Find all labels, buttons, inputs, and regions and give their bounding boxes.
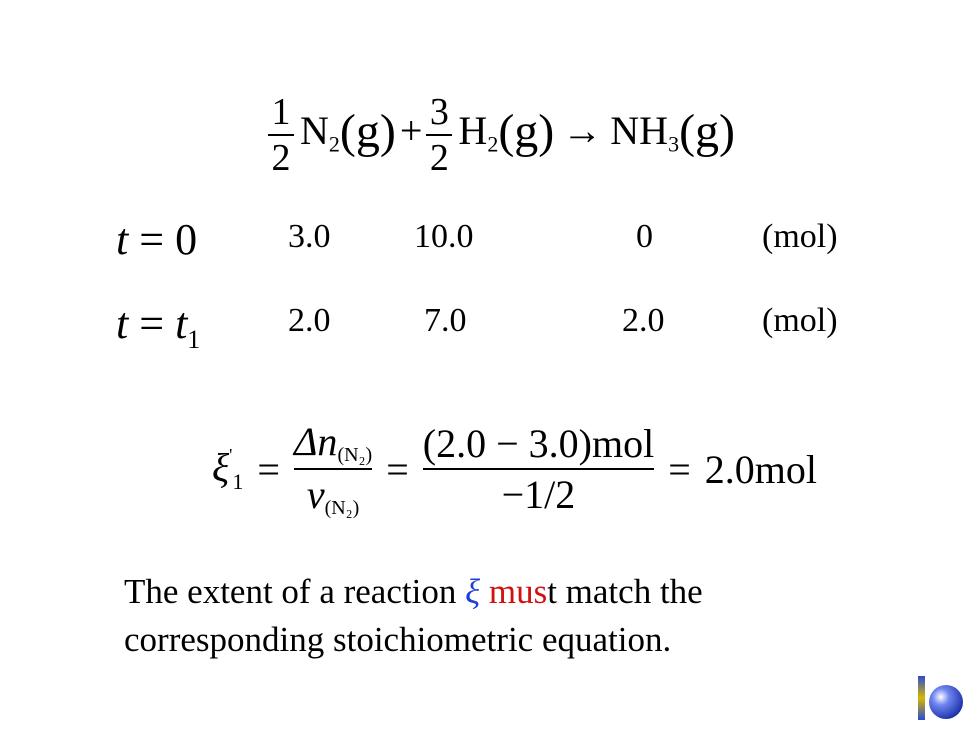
row-label-t0: t = 0: [116, 215, 198, 264]
extent-equation: [212, 418, 817, 520]
coef2-denominator: 2: [429, 137, 449, 179]
reaction-equation: [268, 92, 735, 178]
note-highlight: mus: [488, 572, 548, 611]
fraction-bar: [423, 468, 654, 470]
species-n2: $N_2$: [300, 108, 340, 157]
equals-sign: =: [257, 446, 280, 492]
phase-gas: (g): [498, 105, 555, 159]
species-h2: $H_2$: [458, 108, 499, 157]
equals-sign: =: [668, 446, 691, 492]
coefficient-three-halves: [426, 92, 452, 178]
reaction-arrow: →: [562, 108, 603, 154]
delta-n-over-nu: [294, 418, 372, 520]
cell-unit-t0: (mol): [762, 218, 838, 255]
coef2-numerator: 3: [429, 91, 449, 133]
fraction-bar: [294, 468, 372, 470]
numeric-fraction: [423, 420, 654, 518]
species-nh3: $NH_3$: [610, 108, 680, 157]
cell-n2-t0: 3.0: [288, 218, 331, 255]
coef1-numerator: 1: [271, 91, 291, 133]
note-part3: t match the corresponding stoichiometric equation.: [124, 572, 703, 659]
explanation-text: [124, 568, 884, 664]
coef1-denominator: 2: [271, 137, 291, 179]
xi-lhs: $\xi'_1$: [212, 444, 244, 494]
cell-h2-t0: 10.0: [414, 218, 474, 255]
plus-sign: +: [399, 108, 423, 154]
cell-h2-t1: 7.0: [424, 302, 467, 339]
phase-gas: (g): [679, 105, 736, 159]
cell-n2-t1: 2.0: [288, 302, 331, 339]
cell-nh3-t0: 0: [636, 218, 653, 255]
coefficient-one-half: [268, 92, 294, 178]
nu: ν(N₂): [306, 472, 360, 519]
phase-gas: (g): [339, 105, 396, 159]
delta-n: Δn(N₂): [293, 419, 373, 466]
numeric-numerator: (2.0 − 3.0)mol: [422, 421, 655, 466]
blue-sphere-logo-icon: [914, 672, 966, 724]
fraction-bar: [426, 134, 452, 136]
cell-nh3-t1: 2.0: [622, 302, 665, 339]
fraction-bar: [268, 134, 294, 136]
numeric-denominator: −1/2: [501, 472, 576, 517]
row-label-t1: $t = t_1$: [116, 299, 201, 354]
cell-unit-t1: (mol): [762, 302, 838, 339]
xi-symbol: ξ: [465, 572, 481, 611]
note-part1: The extent of a reaction: [124, 572, 466, 611]
xi-result: 2.0mol: [704, 446, 817, 492]
equals-sign: =: [386, 446, 409, 492]
